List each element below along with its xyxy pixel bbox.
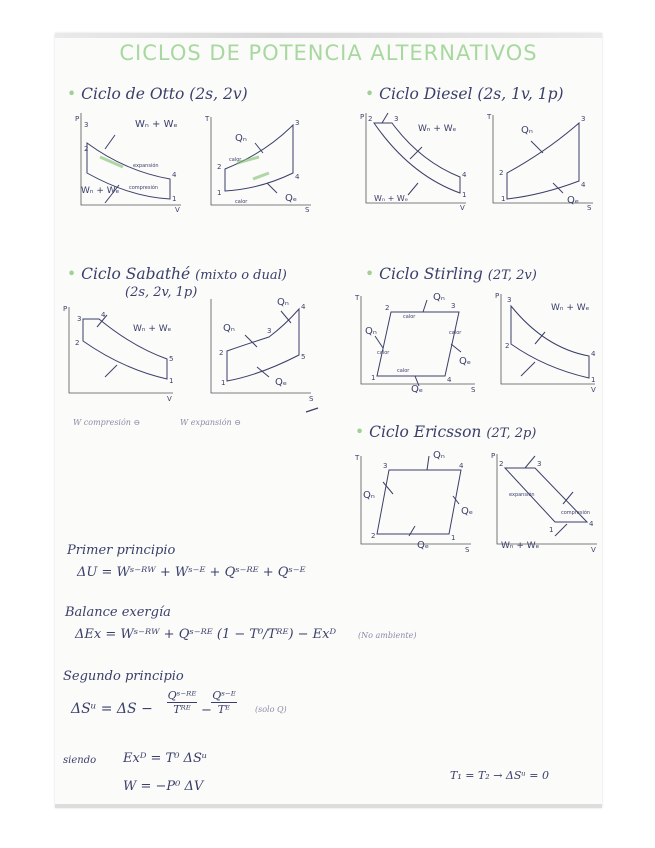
- state-2: 2: [385, 304, 390, 312]
- state-2: 2: [499, 460, 504, 468]
- diesel-heading: [365, 85, 564, 103]
- heat-out-label: Qₑ: [567, 195, 580, 206]
- work-label: Wₙ + Wₑ: [551, 303, 590, 313]
- heat-note-a: calor: [229, 157, 242, 163]
- state-2: 2: [505, 342, 510, 350]
- diesel-title: Ciclo Diesel: [379, 85, 473, 103]
- ericsson-heading: [355, 423, 536, 441]
- ericsson-title: Ciclo Ericsson: [369, 423, 482, 441]
- work-label-2: Wₙ + Wₑ: [81, 186, 120, 196]
- work-label: Wₙ + Wₑ: [135, 119, 178, 130]
- stirling-spec: (2T, 2v): [487, 268, 537, 283]
- state-1: 1: [172, 195, 177, 203]
- ericsson-pv-diagram: [491, 448, 601, 553]
- state-3: 3: [451, 302, 456, 310]
- heat-in-label-1: Qₙ: [365, 326, 377, 337]
- sabathe-spec: (mixto o dual): [195, 268, 287, 283]
- balance-equation: ΔEx = Wˢ⁻ᴿᵂ + Qˢ⁻ᴿᴱ (1 − T⁰/Tᴿᴱ) − Exᴰ: [75, 627, 337, 642]
- axis-t-label: T: [355, 294, 360, 302]
- siendo-label: siendo: [63, 755, 97, 766]
- primer-heading: Primer principio: [67, 543, 176, 558]
- state-4: 4: [101, 311, 106, 319]
- state-1: 1: [217, 189, 222, 197]
- diesel-ts-diagram: [487, 111, 597, 211]
- sabathe-title: Ciclo Sabathé: [81, 265, 191, 283]
- heat-in-label-2: Qₙ: [277, 297, 289, 308]
- state-4: 4: [172, 171, 177, 179]
- balance-heading: Balance exergía: [65, 605, 171, 620]
- segundo-note: (solo Q): [255, 705, 287, 714]
- state-4: 4: [589, 520, 594, 528]
- state-1: 1: [501, 195, 506, 203]
- axis-t-label: T: [355, 454, 360, 462]
- state-2: 2: [499, 169, 504, 177]
- segundo-lhs: ΔSᵘ = ΔS −: [71, 701, 153, 717]
- axis-p-label: P: [491, 452, 496, 460]
- stirling-heading: [365, 265, 537, 283]
- state-1: 1: [371, 374, 376, 382]
- state-3: 3: [84, 121, 89, 129]
- diesel-spec: (2s, 1v, 1p): [477, 85, 564, 103]
- axis-t-label: T: [205, 115, 210, 123]
- fraction-2: [211, 689, 237, 716]
- state-3: 3: [267, 327, 272, 335]
- fraction-1-num: Qˢ⁻ᴿᴱ: [167, 689, 197, 702]
- heat-in-label: Qₙ: [235, 133, 247, 144]
- state-2: 2: [75, 339, 80, 347]
- axis-v-label: V: [460, 204, 465, 211]
- state-2: 2: [217, 163, 222, 171]
- sabathe-ts-diagram: [205, 295, 320, 403]
- state-4: 4: [459, 462, 464, 470]
- segundo-heading: Segundo principio: [63, 669, 184, 684]
- state-4: 4: [581, 181, 586, 189]
- compression-note: compresión: [129, 185, 159, 191]
- state-4: 4: [591, 350, 596, 358]
- otto-title: Ciclo de Otto: [81, 85, 185, 103]
- compression-note: compresión: [561, 510, 591, 516]
- sabathe-pv-diagram: [63, 303, 183, 403]
- state-3: 3: [295, 119, 300, 127]
- state-3: 3: [537, 460, 542, 468]
- sabathe-heading: [67, 265, 287, 283]
- axis-v-label: V: [175, 206, 180, 213]
- state-1: 1: [549, 526, 554, 534]
- heat-out-label-1: Qₑ: [459, 356, 472, 367]
- bullet-icon: •: [365, 85, 375, 103]
- heat-note-b: calor: [377, 350, 390, 356]
- axis-s-label: S: [309, 395, 314, 403]
- notebook-page: [55, 33, 602, 808]
- axis-p-label: P: [63, 305, 68, 313]
- state-1: 1: [451, 534, 456, 542]
- state-4: 4: [295, 173, 300, 181]
- axis-v-label: V: [167, 395, 172, 403]
- heat-out-label-1: Qₑ: [461, 506, 474, 517]
- state-1: 1: [462, 191, 467, 199]
- heat-in-label-2: Qₙ: [433, 450, 445, 461]
- state-1: 1: [221, 379, 226, 387]
- otto-pv-diagram: [75, 113, 185, 213]
- heat-in-label-1: Qₙ: [223, 323, 235, 334]
- legend-expansion: W expansión ⊖: [180, 418, 241, 427]
- work-label: Wₙ + Wₑ: [501, 541, 540, 551]
- minus-sign: −: [201, 703, 212, 718]
- siendo-eq1: Exᴰ = T⁰ ΔSᵘ: [123, 751, 208, 766]
- page-title: CICLOS DE POTENCIA ALTERNATIVOS: [119, 41, 538, 65]
- bullet-icon: •: [365, 265, 375, 283]
- state-3: 3: [394, 115, 399, 123]
- fraction-2-den: Tᴱ: [211, 702, 237, 716]
- heat-in-label-2: Qₙ: [433, 292, 445, 303]
- heat-in-label: Qₙ: [521, 125, 533, 136]
- heat-note-b: calor: [235, 199, 248, 205]
- axis-t-label: T: [487, 113, 492, 121]
- axis-p-label: P: [75, 115, 80, 123]
- heat-note-d: calor: [397, 368, 410, 374]
- state-2: 2: [368, 115, 373, 123]
- state-5: 5: [169, 355, 174, 363]
- axis-s-label: S: [471, 386, 476, 393]
- ericsson-ts-diagram: [355, 448, 485, 553]
- axis-v-label: V: [591, 546, 596, 553]
- stirling-title: Ciclo Stirling: [379, 265, 483, 283]
- ericsson-spec: (2T, 2p): [486, 426, 537, 441]
- state-3: 3: [581, 115, 586, 123]
- fraction-1-den: Tᴿᴱ: [167, 702, 197, 716]
- work-label-2: Wₙ + Wₑ: [374, 194, 409, 203]
- heat-out-label: Qₑ: [285, 193, 298, 204]
- page-bottom-edge: [55, 804, 602, 808]
- state-2: 2: [371, 532, 376, 540]
- primer-equation: ΔU = Wˢ⁻ᴿᵂ + Wˢ⁻ᴱ + Qˢ⁻ᴿᴱ + Qˢ⁻ᴱ: [77, 565, 306, 580]
- state-3: 3: [507, 296, 512, 304]
- balance-note: (No ambiente): [358, 631, 417, 640]
- axis-s-label: S: [587, 204, 592, 211]
- otto-ts-diagram: [205, 113, 315, 213]
- bullet-icon: •: [67, 265, 77, 283]
- axis-v-label: V: [591, 386, 596, 393]
- axis-s-label: S: [465, 546, 470, 553]
- heat-note-c: calor: [449, 330, 462, 336]
- legend-compression: W compresión ⊖: [73, 418, 141, 427]
- otto-heading: [67, 85, 248, 103]
- bullet-icon: •: [67, 85, 77, 103]
- siendo-eq2: W = −P⁰ ΔV: [123, 779, 204, 794]
- state-1: 1: [591, 376, 596, 384]
- stirling-ts-diagram: [355, 288, 485, 393]
- stirling-pv-diagram: [495, 288, 600, 393]
- state-4: 4: [462, 171, 467, 179]
- heat-out-label-2: Qₑ: [417, 540, 430, 551]
- state-2: 2: [219, 349, 224, 357]
- bullet-icon: •: [355, 423, 365, 441]
- state-3: 3: [383, 462, 388, 470]
- state-4: 4: [447, 376, 452, 384]
- heat-out-label-2: Qₑ: [411, 384, 424, 393]
- axis-p-label: P: [360, 113, 365, 121]
- axis-s-label: S: [305, 206, 310, 213]
- state-2: 2: [84, 145, 89, 153]
- fraction-1: [167, 689, 197, 716]
- expansion-note: expansión: [133, 163, 159, 169]
- fraction-2-num: Qˢ⁻ᴱ: [212, 689, 236, 702]
- diesel-pv-diagram: [360, 111, 470, 211]
- sabathe-spec-2: (2s, 2v, 1p): [125, 285, 198, 300]
- heat-out-label: Qₑ: [275, 377, 288, 388]
- otto-spec: (2s, 2v): [189, 85, 248, 103]
- state-4: 4: [301, 303, 306, 311]
- state-3: 3: [77, 315, 82, 323]
- work-label: Wₙ + Wₑ: [418, 124, 457, 134]
- dash-mark: [305, 407, 319, 413]
- siendo-right: T₁ = T₂ → ΔSᵘ = 0: [450, 769, 549, 782]
- axis-p-label: P: [495, 292, 500, 300]
- heat-note-a: calor: [403, 314, 416, 320]
- heat-in-label-1: Qₙ: [363, 490, 375, 501]
- state-1: 1: [169, 377, 174, 385]
- work-label: Wₙ + Wₑ: [133, 324, 172, 334]
- expansion-note: expansión: [509, 492, 535, 498]
- state-5: 5: [301, 353, 306, 361]
- page-top-edge: [55, 33, 602, 38]
